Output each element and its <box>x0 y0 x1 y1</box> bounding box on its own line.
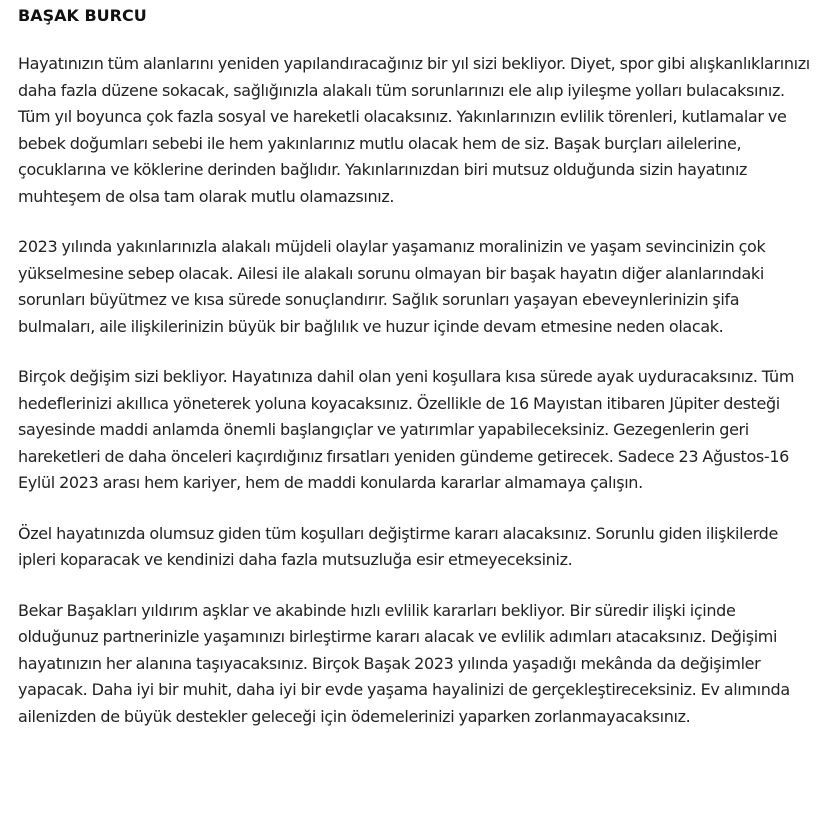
paragraph-5: Bekar Başakları yıldırım aşklar ve akabinde hızlı evlilik kararları bekliyor. Bir süredir ilişki içinde olduğunuz partnerinizle yaşamınızı birleştirme kararı alacak ve evlilik adımları atacaksınız. Değişimi hayatınızın her alanına taşıyacaksınız. Birçok Başak 2023 yılında yaşadığı mekânda da değişimler yapacak. Daha iyi bir muhit, daha iyi bir evde yaşama hayalinizi de gerçekleştireceksiniz. Ev alımında ailenizden de büyük destekler geleceği için ödemelerinizi yaparken zorlanmayacaksınız. <box>18 600 790 726</box>
paragraph-1: Hayatınızın tüm alanlarını yeniden yapılandıracağınız bir yıl sizi bekliyor. Diyet, spor gibi alışkanlıklarınızı daha fazla düzene sokacak, sağlığınızla alakalı tüm sorunlarınızı ele alıp iyileşme yolları bulacaksınız. Tüm yıl boyunca çok fazla sosyal ve hareketli olacaksınız. Yakınlarınızın evlilik törenleri, kutlamalar ve bebek doğumları sebebi ile hem yakınlarınız mutlu olacak hem de siz. Başak burçları ailelerine, çocuklarına ve köklerine derinden bağlıdır. Yakınlarınızdan biri mutsuz olduğunda sizin hayatınız muhteşem de olsa tam olarak mutlu olamazsınız. <box>18 54 810 206</box>
paragraph-3: Birçok değişim sizi bekliyor. Hayatınıza dahil olan yeni koşullara kısa sürede ayak uyduracaksınız. Tüm hedeflerinizi akıllıca yöneterek yoluna koyacaksınız. Özellikle de 16 Mayıstan itibaren Jüpiter desteği sayesinde maddi anlamda önemli başlangıçlar ve yatırımlar yapabileceksiniz. Gezegenlerin geri hareketleri de daha önceleri kaçırdığınız fırsatları yeniden gündeme getirecek. Sadece 23 Ağustos-16 Eylül 2023 arası hem kariyer, hem de maddi konularda kararlar almamaya çalışın. <box>18 367 795 492</box>
article-title: BAŞAK BURCU <box>18 6 147 25</box>
paragraph-2: 2023 yılında yakınlarınızla alakalı müjdeli olaylar yaşamanız moralinizin ve yaşam sevincinizin çok yükselmesine sebep olacak. Ailesi ile alakalı sorunu olmayan bir başak hayatın diğer alanlarındaki sorunları büyütmez ve kısa sürede sonuçlandırır. Sağlık sorunları yaşayan ebeveynlerinizin şifa bulmaları, aile ilişkilerinizin büyük bir bağlılık ve huzur içinde devam etmesine neden olacak. <box>18 237 766 336</box>
paragraph-4: Özel hayatınızda olumsuz giden tüm koşulları değiştirme kararı alacaksınız. Sorunlu giden ilişkilerde ipleri koparacak ve kendinizi daha fazla mutsuzluğa esir etmeyeceksiniz. <box>18 523 778 569</box>
